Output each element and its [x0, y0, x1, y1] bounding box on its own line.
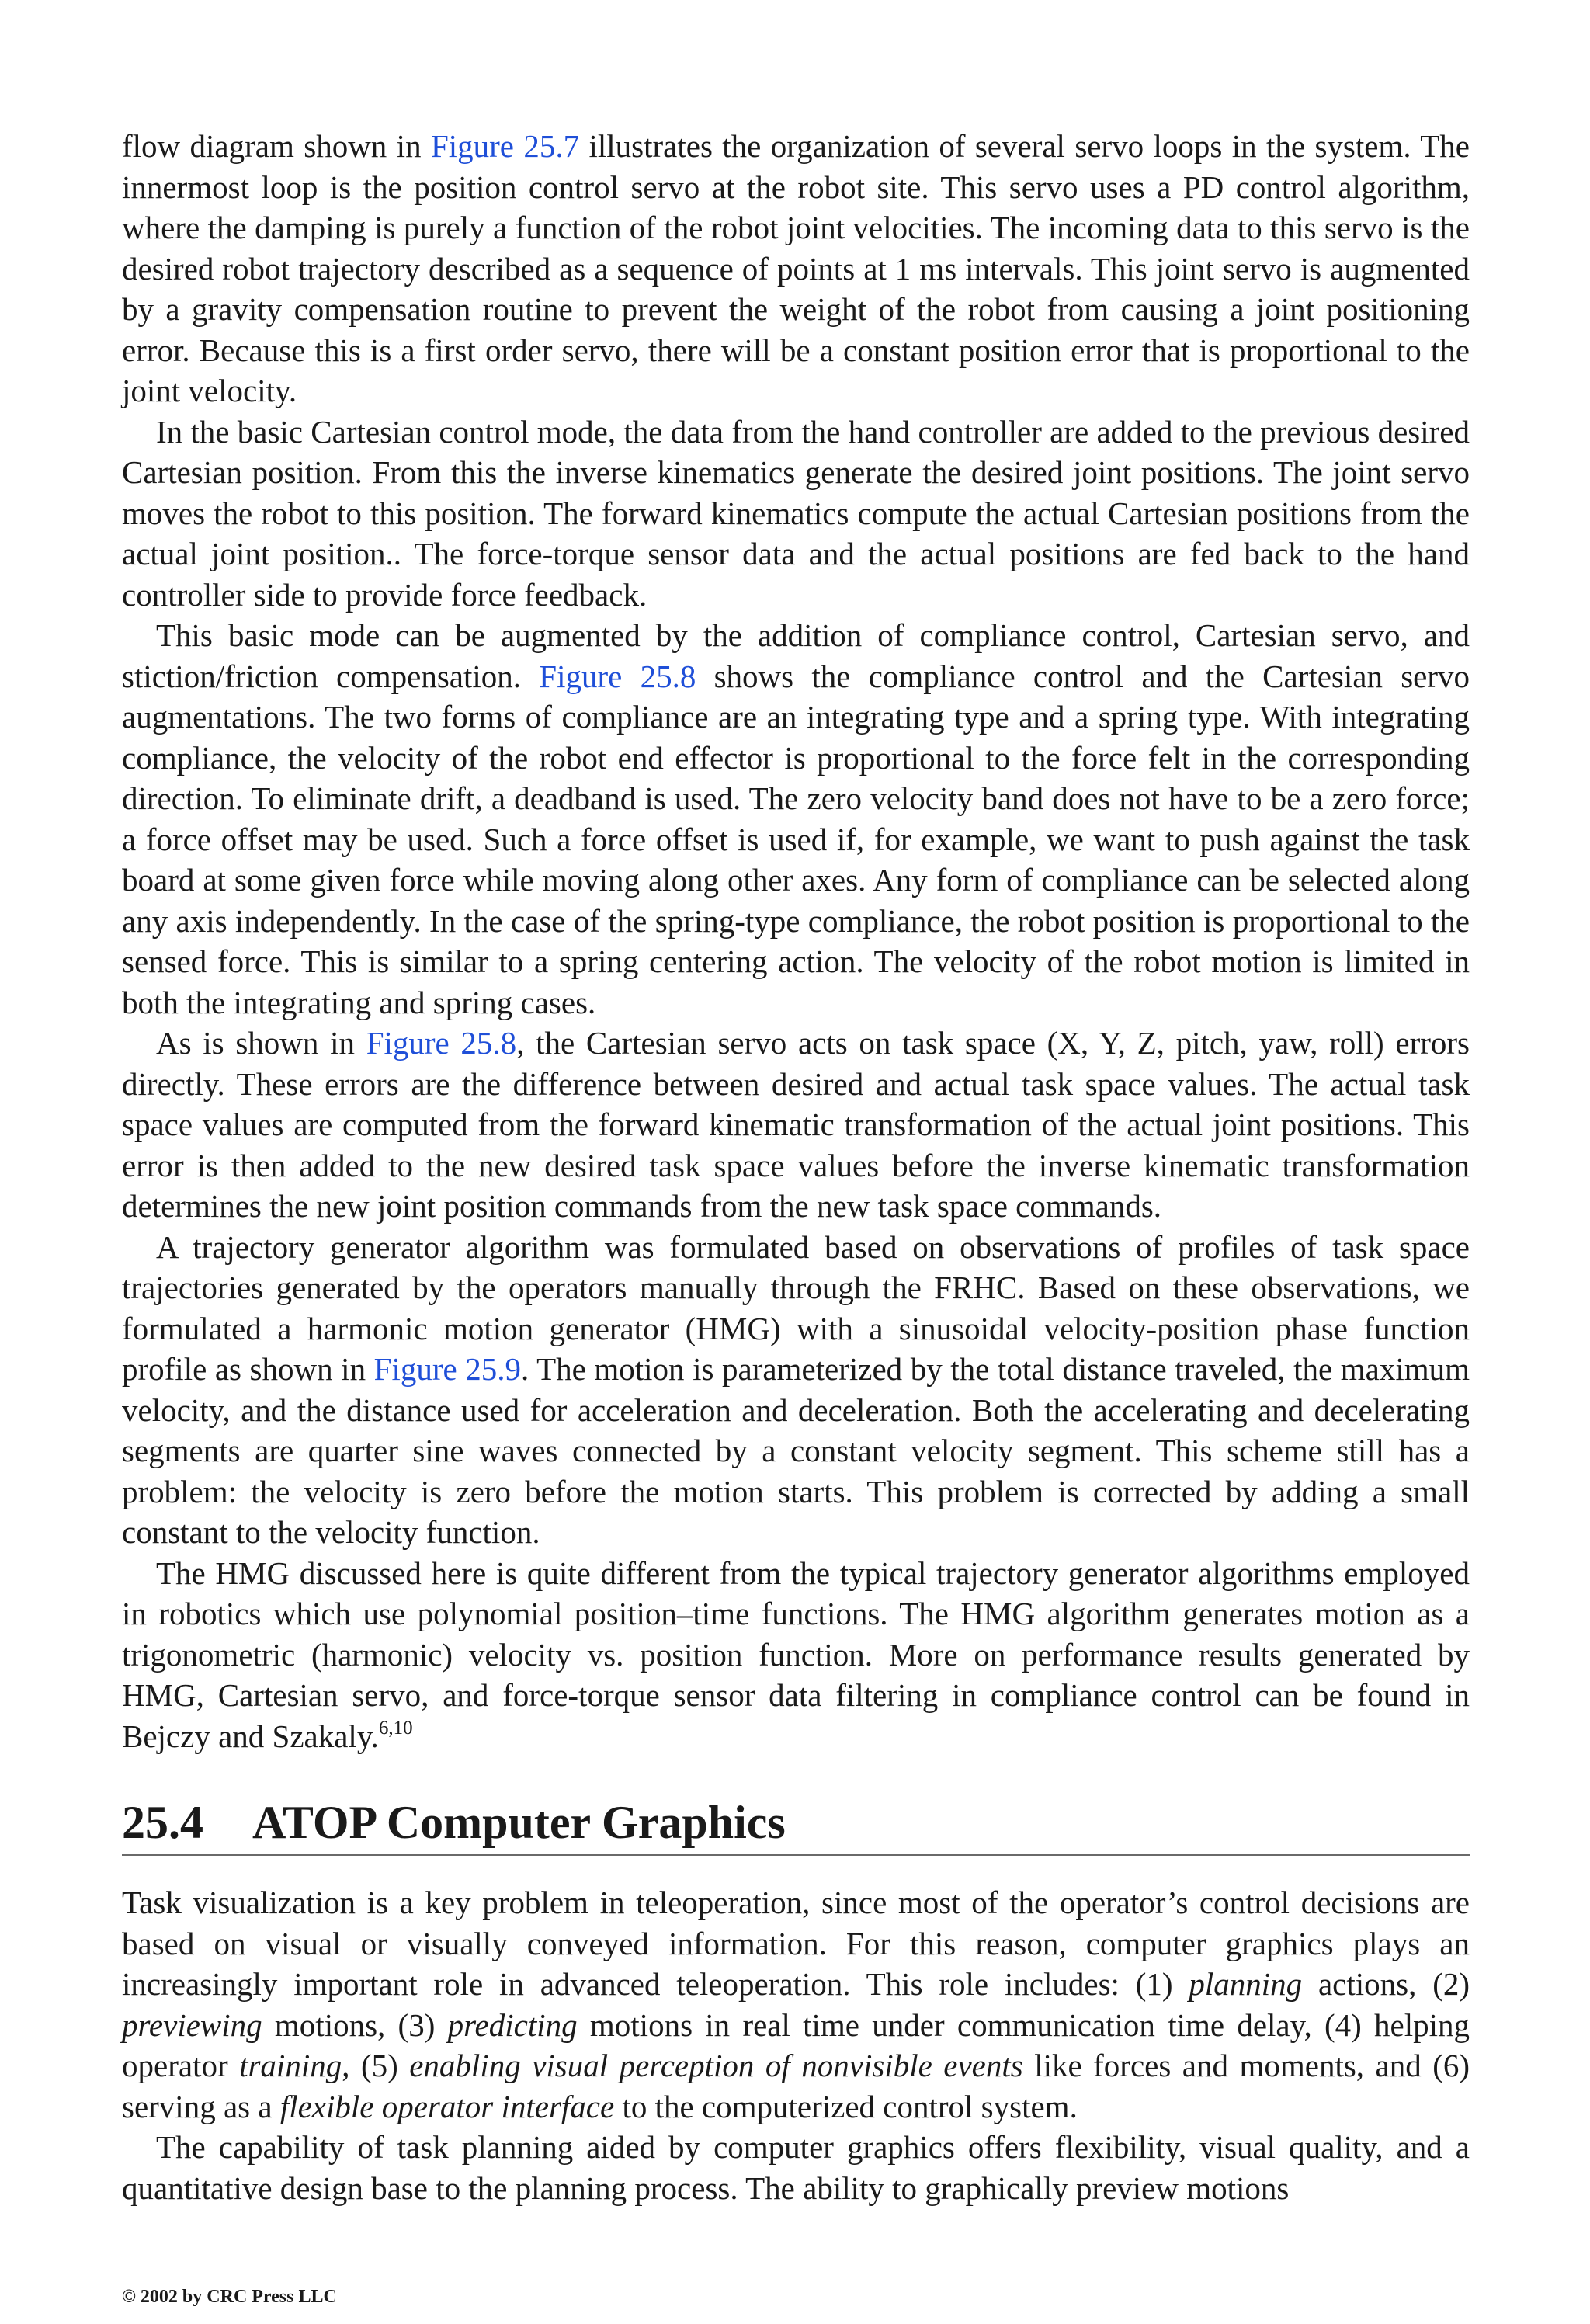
paragraph-task-visualization: Task visualization is a key problem in teleoperation, since most of the operator’s control decisions are based on visual or visually conveyed information. For this reason, computer graphics plays an increasingly important role in advanced teleoperation. This role includes: (1) planning actions, (2) previewing motions, (3) predicting motions in real time under communication time delay, (4) helping operator training, (5) enabling visual perception of nonvisible events like forces and moments, and (6) serving as a flexible operator interface to the computerized control system. — [122, 1885, 1470, 2124]
paragraph-trajectory-generator: A trajectory generator algorithm was formulated based on observations of profiles of task space trajectories generated by the operators manually through the FRHC. Based on these observations, we formulated a harmonic motion generator (HMG) with a sinusoidal velocity-position phase function profile as shown in Figure 25.9. The motion is parameterized by the total distance traveled, the maximum velocity, and the distance used for acceleration and deceleration. Both the accelerating and decelerating segments are quarter sine waves connected by a constant velocity segment. This scheme still has a problem: the velocity is zero before the motion starts. This problem is corrected by adding a small constant to the velocity function. — [122, 1228, 1470, 1550]
paragraph-compliance: This basic mode can be augmented by the addition of compliance control, Cartesian servo, and stiction/friction compensation. Figure 25.8 shows the compliance control and the Cartesian servo augmentations. The two forms of compliance are an integrating type and a spring type. With integrating compliance, the velocity of the robot end effector is proportional to the force felt in the corresponding direction. To eliminate drift, a deadband is used. The zero velocity band does not have to be a zero force; a force offset may be used. Such a force offset is used if, for example, we want to push against the task board at some given force while moving along other axes. Any form of compliance can be selected along any axis independently. In the case of the spring-type compliance, the robot position is proportional to the sensed force. This is similar to a spring centering action. The velocity of the robot motion is limited in both the integrating and spring cases. — [122, 617, 1470, 1020]
figure-link-25-8-second[interactable]: Figure 25.8 — [366, 1025, 517, 1061]
figure-link-25-9[interactable]: Figure 25.9 — [373, 1351, 521, 1387]
paragraph-task-planning: The capability of task planning aided by computer graphics offers flexibility, visual quality, and a quantitative design base to the planning process. The ability to graphically preview motions — [122, 2129, 1470, 2206]
paragraph-servo-loops: flow diagram shown in Figure 25.7 illustrates the organization of several servo loops in the system. The innermost loop is the position control servo at the robot site. This servo uses a PD control algorithm, where the damping is purely a function of the robot joint velocities. The incoming data to this servo is the desired robot trajectory described as a sequence of points at 1 ms intervals. This joint servo is augmented by a gravity compensation routine to prevent the weight of the robot from causing a joint positioning error. Because this is a first order servo, there will be a constant position error that is proportional to the joint velocity. — [122, 128, 1470, 408]
paragraph-cartesian-servo: As is shown in Figure 25.8, the Cartesian servo acts on task space (X, Y, Z, pitch, yaw, roll) errors directly. These errors are the difference between desired and actual task space values. The actual task space values are computed from the forward kinematic transformation of the actual joint positions. This error is then added to the new desired task space values before the inverse kinematic transformation determines the new joint position commands from the new task space commands. — [122, 1025, 1470, 1224]
section-heading — [122, 1797, 1470, 1856]
figure-link-25-8[interactable]: Figure 25.8 — [539, 658, 696, 694]
copyright-footer: © 2002 by CRC Press LLC — [122, 2287, 337, 2307]
citation-superscript[interactable]: 6,10 — [378, 1717, 413, 1739]
paragraph-hmg: The HMG discussed here is quite different from the typical trajectory generator algorithms employed in robotics which use polynomial position–time functions. The HMG algorithm generates motion as a trigonometric (harmonic) velocity vs. position function. More on performance results generated by HMG, Cartesian servo, and force-torque sensor data filtering in compliance control can be found in Bejczy and Szakaly.$^{6,10}$ — [122, 1555, 1470, 1754]
section-number: 25.4 — [122, 1797, 203, 1848]
paragraph-cartesian-control: In the basic Cartesian control mode, the data from the hand controller are added to the previous desired Cartesian position. From this the inverse kinematics generate the desired joint positions. The joint servo moves the robot to this position. The forward kinematics compute the actual Cartesian positions from the actual joint position.. The force-torque sensor data and the actual positions are fed back to the hand controller side to provide force feedback. — [122, 413, 1470, 613]
section-title: ATOP Computer Graphics — [252, 1797, 786, 1848]
page-body — [122, 126, 1470, 2208]
figure-link-25-7[interactable]: Figure 25.7 — [430, 128, 580, 164]
